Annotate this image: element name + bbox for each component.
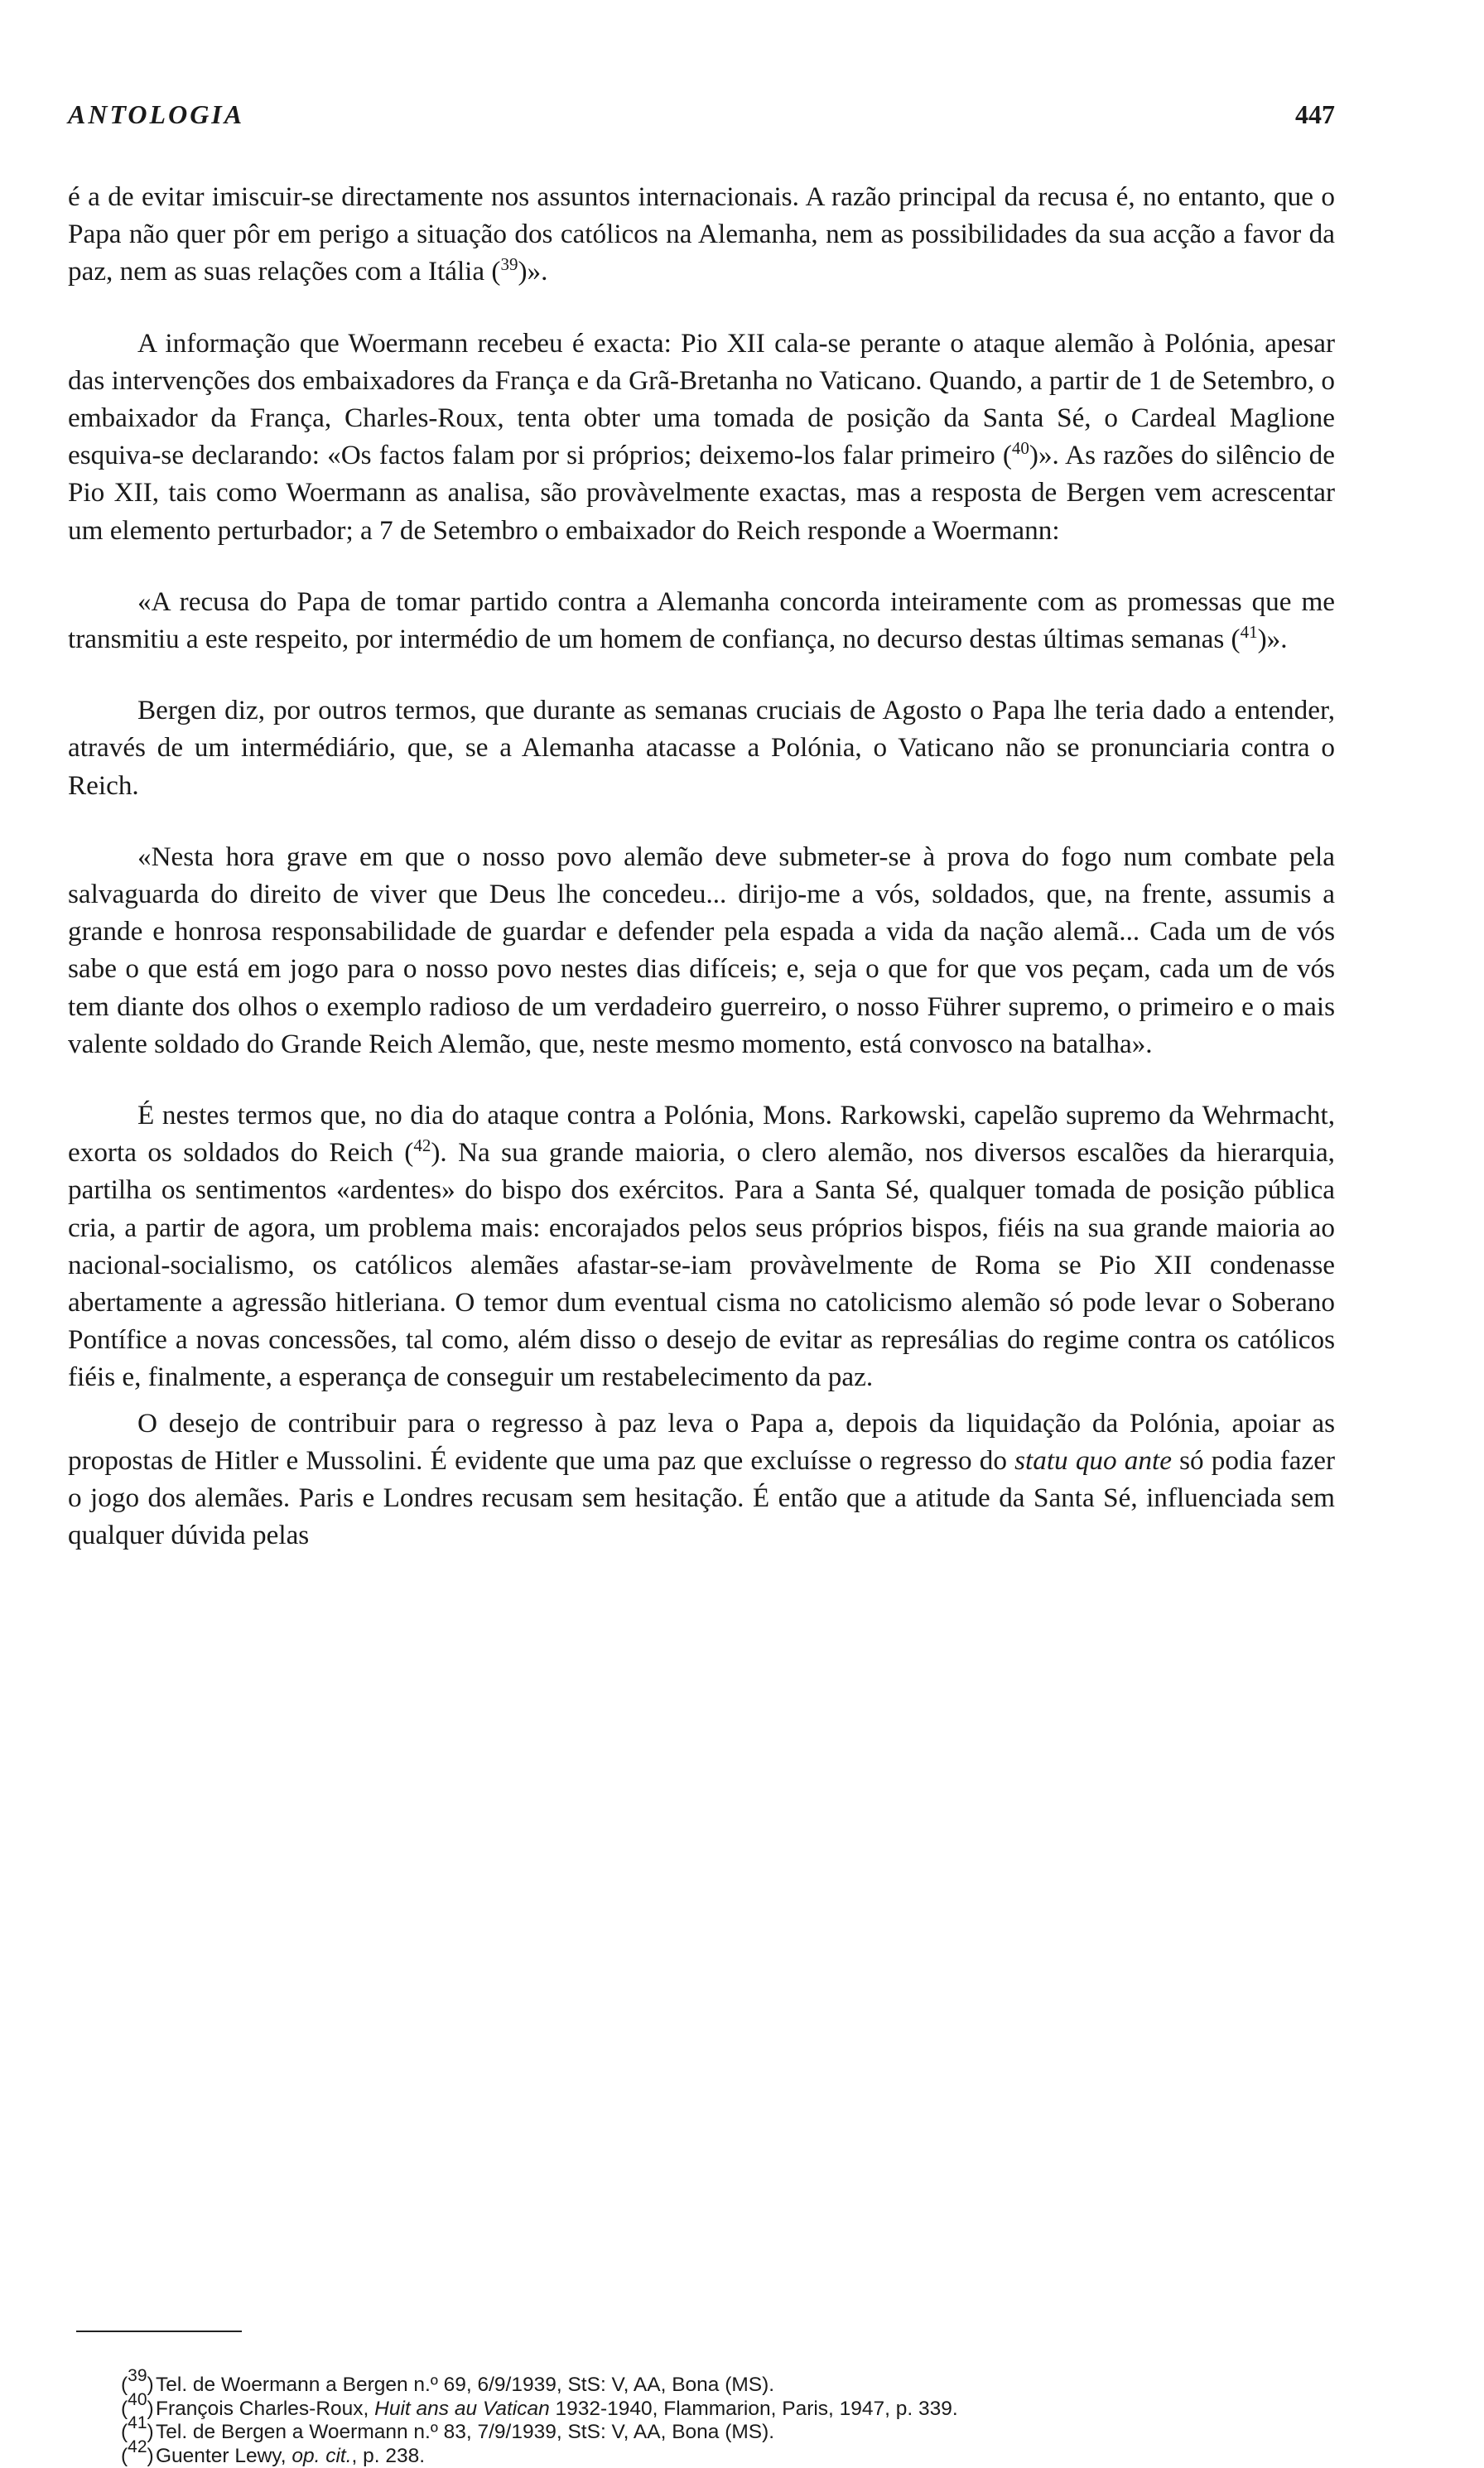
- block-quote: [68, 583, 1335, 658]
- text-run: Tel. de Woermann a Bergen n.º 69, 6/9/1939, StS: V, AA, Bona (MS).: [156, 2374, 774, 2396]
- text-run: é a de evitar imiscuir-se directamente nos assuntos internacionais. A razão principal da recusa é, no entanto, que o Papa não quer pôr em perigo a situação dos católicos na Alemanha, nem as possibilidades da sua acção a favor da paz, nem as suas relações com a Itália (: [68, 181, 1335, 287]
- footnote-ref: 39: [500, 254, 518, 274]
- text-run: A informação que Woermann recebeu é exacta: Pio XII cala-se perante o ataque alemão à Polónia, apesar das intervenções dos embaixadores da França e da Grã-Bretanha no Vaticano. Quando, a partir de 1 de Setembro, o embaixador da França, Charles-Roux, tenta obter uma tomada de posição da Santa Sé, o Cardeal Maglione esquiva-se declarando: «Os factos falam por si próprios; deixemo-los falar primeiro (: [68, 328, 1335, 471]
- italic-text: op. cit.: [292, 2445, 351, 2467]
- text-run: )».: [518, 256, 547, 287]
- text-run: «A recusa do Papa de tomar partido contra a Alemanha concorda inteiramente com as promessas que me transmitiu a este respeito, por intermédio de um homem de confiança, no decurso destas últimas semanas (: [68, 586, 1335, 654]
- footnote-ref: 42: [413, 1135, 431, 1155]
- footnote-number-value: 39: [128, 2366, 147, 2385]
- text-run: Bergen diz, por outros termos, que durante as semanas cruciais de Agosto o Papa lhe teria dado a entender, através de um intermédiário, que, se a Alemanha atacasse a Polónia, o Vaticano não se pronunciaria contra o Reich.: [68, 695, 1335, 800]
- text-run: )».: [1258, 624, 1288, 654]
- text-run: só podia fazer o jogo dos alemães. Paris e Londres recusam sem hesitação. É então que a atitude da Santa Sé, influenciada sem qualquer dúvida pelas: [68, 1445, 1335, 1550]
- text-run: Guenter Lewy,: [156, 2445, 292, 2467]
- footnote: [121, 2398, 1347, 2422]
- footnote-text: [156, 2374, 1347, 2398]
- paragraph: [68, 692, 1335, 804]
- footnote-number: ($^{42}$): [121, 2445, 156, 2468]
- paragraph: [68, 1405, 1335, 1555]
- paragraph: [68, 178, 1335, 291]
- page-number: 447: [1295, 99, 1335, 130]
- footnote-ref: 41: [1241, 622, 1258, 642]
- page-header: [68, 99, 1335, 133]
- footnote-rule: [76, 2331, 242, 2332]
- footnote-number-value: 42: [128, 2437, 147, 2456]
- text-run: , p. 238.: [352, 2445, 426, 2467]
- footnote-text: [156, 2398, 1347, 2422]
- footnote-number-value: 40: [128, 2390, 147, 2409]
- text-run: ). Na sua grande maioria, o clero alemão, nos diversos escalões da hierarquia, partilha os sentimentos «ardentes» do bispo dos exércitos. Para a Santa Sé, qualquer tomada de posição pública cria, a partir de agora, um problema mais: encorajados pelos seus próprios bispos, fiéis na sua grande maioria ao nacional-socialismo, os católicos alemães afastar-se-iam provàvelmente de Roma se Pio XII condenasse abertamente a agressão hitleriana. O temor dum eventual cisma no catolicismo alemão só pode levar o Soberano Pontífice a novas concessões, tal como, além disso o desejo de evitar as represálias do regime contra os católicos fiéis e, finalmente, a esperança de conseguir um restabelecimento da paz.: [68, 1137, 1335, 1392]
- running-title: ANTOLOGIA: [68, 99, 244, 130]
- footnote: [121, 2445, 1347, 2468]
- footnote: [121, 2374, 1347, 2398]
- italic-text: statu quo ante: [1014, 1445, 1172, 1476]
- paragraph: [68, 325, 1335, 549]
- italic-text: Huit ans au Vatican: [374, 2398, 550, 2420]
- body-text: [68, 178, 1335, 1555]
- text-run: Tel. de Bergen a Woermann n.º 83, 7/9/1939, StS: V, AA, Bona (MS).: [156, 2421, 774, 2443]
- text-run: É nestes termos que, no dia do ataque contra a Polónia, Mons. Rarkowski, capelão supremo da Wehrmacht, exorta os soldados do Reich (: [68, 1100, 1335, 1168]
- text-run: O desejo de contribuir para o regresso à paz leva o Papa a, depois da liquidação da Polónia, apoiar as propostas de Hitler e Mussolini. É evidente que uma paz que excluísse o regresso do: [68, 1408, 1335, 1476]
- footnote-number-value: 41: [128, 2413, 147, 2432]
- text-run: François Charles-Roux,: [156, 2398, 374, 2420]
- footnote-text: [156, 2421, 1347, 2445]
- text-run: )». As razões do silêncio de Pio XII, tais como Woermann as analisa, são provàvelmente exactas, mas a resposta de Bergen vem acrescentar um elemento perturbador; a 7 de Setembro o embaixador do Reich responde a Woermann:: [68, 440, 1335, 545]
- footnote-number: ($^{39}$): [121, 2374, 156, 2398]
- block-quote: [68, 838, 1335, 1063]
- text-run: «Nesta hora grave em que o nosso povo alemão deve submeter-se à prova do fogo num combate pela salvaguarda do direito de viver que Deus lhe concedeu... dirijo-me a vós, soldados, que, na frente, assumis a grande e honrosa responsabilidade de guardar e defender pela espada a vida da nação alemã... Cada um de vós sabe o que está em jogo para o nosso povo nestes dias difíceis; e, seja o que for que vos peçam, cada um de vós tem diante dos olhos o exemplo radioso de um verdadeiro guerreiro, o nosso Führer supremo, o primeiro e o mais valente soldado do Grande Reich Alemão, que, neste mesmo momento, está convosco na batalha».: [68, 841, 1335, 1059]
- footnote-number: ($^{41}$): [121, 2421, 156, 2445]
- footnote-text: [156, 2445, 1347, 2468]
- footnote: [121, 2421, 1347, 2445]
- paragraph: [68, 1097, 1335, 1396]
- footnote-number: ($^{40}$): [121, 2398, 156, 2422]
- footnotes: [121, 2374, 1347, 2468]
- footnote-ref: 40: [1012, 438, 1029, 458]
- text-run: 1932-1940, Flammarion, Paris, 1947, p. 339.: [550, 2398, 958, 2420]
